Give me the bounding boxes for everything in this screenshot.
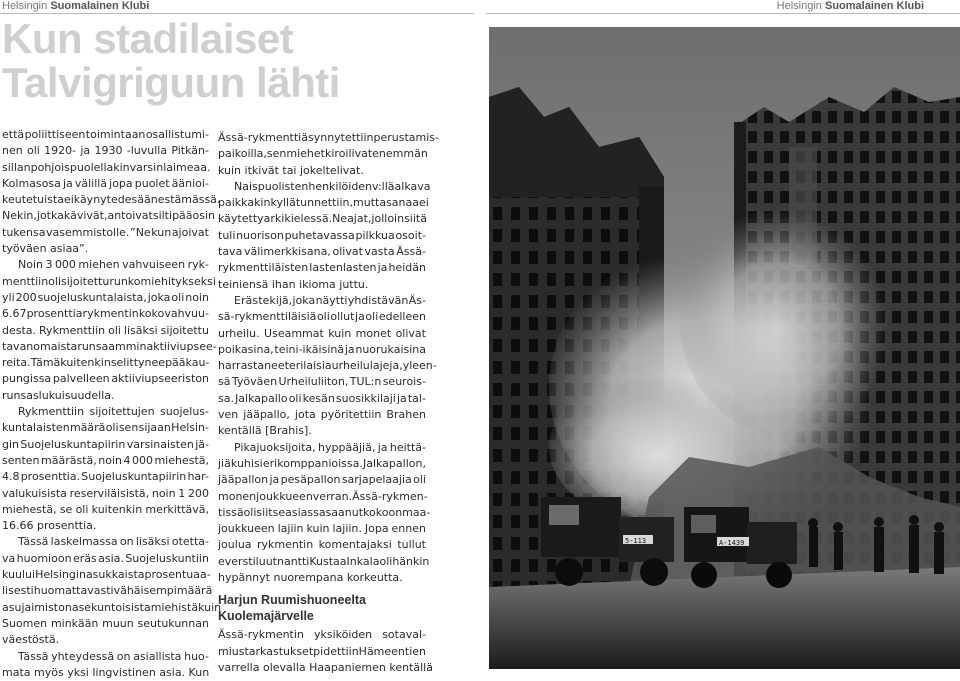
text-line: kentällä [Brahis]. — [218, 424, 312, 438]
text-line: monen joukkueen verran. Ässä-rykmen- — [218, 489, 428, 503]
text-line: kuin itkivät tai jokeltelivat. — [218, 163, 364, 177]
text-line: hypännyt nuorempana korkeutta. — [218, 571, 403, 585]
text-line: teiniensä ihan ikioma juttu. — [218, 277, 369, 291]
text-line: Naispuolisten henkilöiden v:llä alkava — [234, 179, 431, 193]
text-line: reita. Tämä kuitenkin selittynee pääkau- — [2, 356, 210, 370]
text-line: Ässä-rykmenttiä synnytettiin perustamis- — [218, 131, 439, 144]
text-line: 16.66 prosenttia. — [2, 519, 97, 533]
text-line: asujaimiston asekuntoisista miehistä kuin — [2, 600, 222, 614]
text-line: rykmenttiläisten lastenlasten ja heidän — [218, 261, 426, 275]
text-line: tissä olisi itse asiassa saanut kokoon maa- — [218, 505, 431, 519]
title-line-2: Talvigriguun lähti — [2, 59, 340, 106]
text-line: ven jääpallo, jota pyöritettiin Brahen — [218, 408, 426, 422]
text-column-middle — [218, 130, 439, 676]
text-line: Rykmenttiin sijoitettujen suojelus- — [18, 405, 209, 419]
war-ruins-photo — [489, 27, 960, 669]
text-line: sa. Jalkapallo oli kesän suosikkilaji ja tal- — [218, 391, 426, 405]
running-header-right — [777, 0, 924, 12]
text-line: käytetty arkikielessä. Ne ajat, jolloin siitä — [218, 212, 427, 226]
middle-column-body — [218, 130, 439, 586]
text-line: kuului Helsingin asukkaista prosentuaa- — [2, 568, 211, 582]
text-line: Nekin, jotka kävivät, antoivat silti pääosin — [2, 209, 216, 223]
header-left-prefix: Helsingin — [2, 0, 51, 12]
text-line: työväen asiaa”. — [2, 242, 89, 256]
text-line: joukkueen lajiin kuin lajiin. Jopa ennen — [218, 522, 426, 536]
text-line: tukensa vasemmistolle. ”Ne kun ajoivat — [2, 225, 209, 239]
header-left-club: Suomalainen Klubi — [50, 0, 150, 12]
header-rule-left — [0, 13, 474, 14]
text-line: joulua rykmentin komentajaksi tullut — [218, 538, 426, 552]
text-line: Kolmasosa ja välillä jopa puolet äänioi- — [2, 176, 209, 190]
text-line: 6.67 prosenttia rykmentin koko vahvuu- — [2, 307, 209, 321]
text-line: urheilu. Useammat kuin monet olivat — [218, 326, 426, 340]
photo-illustration — [489, 27, 960, 669]
text-line: jääpallon ja pesäpallon sarjapelaajia oli — [218, 473, 426, 487]
text-line: gin Suojeluskuntapiirin varsinaisten jä- — [2, 437, 209, 451]
header-right-prefix: Helsingin — [776, 0, 825, 12]
text-line: pungissa palvelleen aktiiviupseeriston — [2, 372, 209, 386]
text-line: 4.8 prosenttia. Suojeluskuntapiirin har- — [2, 470, 209, 484]
text-line: everstiluutnantti Kustaa Inkala oli hänkin — [218, 554, 430, 568]
truck-plate-left: 5-113 — [625, 537, 647, 545]
subheading — [218, 592, 426, 624]
text-line: Eräs tekijä, joka näytti yhdistävän Äs- — [234, 293, 426, 307]
text-line: menttiin oli sijoitettu runkomiehitykseksi — [2, 274, 216, 288]
text-line: paikkakin kyllä tunnettiin, mutta sanaa ei — [218, 196, 429, 210]
text-line: että poliittiseen toimintaan osallistumi- — [2, 128, 209, 141]
text-line: Tässä laskelmassa on lisäksi otetta- — [18, 535, 209, 549]
article-title — [2, 17, 340, 105]
text-line: senten määrästä, noin 4 000 miehestä, — [2, 453, 209, 467]
text-line: Noin 3 000 miehen vahvuiseen ryk- — [18, 258, 209, 272]
text-line: harrastaneet erilaisia urheilulajeja, yleen- — [218, 359, 437, 373]
text-line: keutetuista ei käynyt edes äänestämässä. — [2, 193, 221, 207]
text-line: runsaslukuisuudella. — [2, 388, 115, 402]
text-line: sä-rykmenttiläisiä oli ollut ja oli edelleen — [218, 310, 426, 324]
truck-plate-right: A-1439 — [719, 539, 745, 547]
text-line: paikoilla, sen miehet kiroilivat enemmän — [218, 147, 428, 161]
running-header-left — [2, 0, 149, 12]
text-line: varrella olevalla Haapaniemen kentällä — [218, 660, 433, 674]
text-line: Suomen minkään muun seutukunnan — [2, 616, 209, 630]
title-line-1: Kun stadilaiset — [2, 15, 294, 62]
text-line: Tässä yhteydessä on asiallista huo- — [18, 649, 209, 663]
text-line: jiä kuhisi eri komppanioissa. Jalkapallon, — [218, 456, 426, 470]
text-line: lisesti huomattavasti vähäisempi määrä — [2, 584, 213, 598]
text-line: nen oli 1920- ja 1930 -luvulla Pitkän- — [2, 144, 209, 158]
text-line: tuli nuorison puhetavassa pilkkua osoit- — [218, 228, 426, 242]
header-right-club: Suomalainen Klubi — [824, 0, 924, 12]
text-line: poikasina, teini-ikäisinä ja nuorukaisina — [218, 342, 426, 356]
text-line: sillan pohjoispuolellakin varsin laimeaa. — [2, 160, 211, 174]
text-line: sä Työväen Urheiluliiton, TUL:n seurois- — [218, 375, 426, 389]
text-column-left — [2, 127, 222, 681]
text-line: miehestä, se oli kuitenkin merkittävä, — [2, 502, 209, 516]
text-line: valukuisista reserviläisistä, noin 1 200 — [2, 486, 209, 500]
text-line: mata myös yksi lingvistinen asia. Kun — [2, 665, 210, 679]
text-line: tavanomaista runsaammin aktiiviupsee- — [2, 339, 217, 353]
text-line: kuntalaisten määrä oli sen sijaan Helsin- — [2, 421, 209, 435]
text-line: tava välimerkkisana, olivat vasta Ässä- — [218, 245, 426, 259]
text-line: Pikajuoksijoita, hyppääjiä, ja heittä- — [234, 440, 426, 454]
header-rule-right — [486, 13, 960, 14]
text-line: va huomioon eräs asia. Suojeluskuntiin — [2, 551, 209, 565]
text-line: desta. Rykmenttiin oli lisäksi sijoitettu — [2, 323, 209, 337]
subheading-line-1: Harjun Ruumishuoneelta — [218, 593, 366, 608]
subheading-line-2: Kuolemajärvelle — [218, 609, 314, 624]
text-line: väestöstä. — [2, 633, 60, 647]
text-line: Ässä-rykmentin yksiköiden sotaval- — [218, 628, 426, 642]
text-line: miustarkastukset pidettiin Hämeentien — [218, 644, 427, 658]
text-line: yli 200 suojeluskuntalaista, joka oli noin — [2, 290, 209, 304]
